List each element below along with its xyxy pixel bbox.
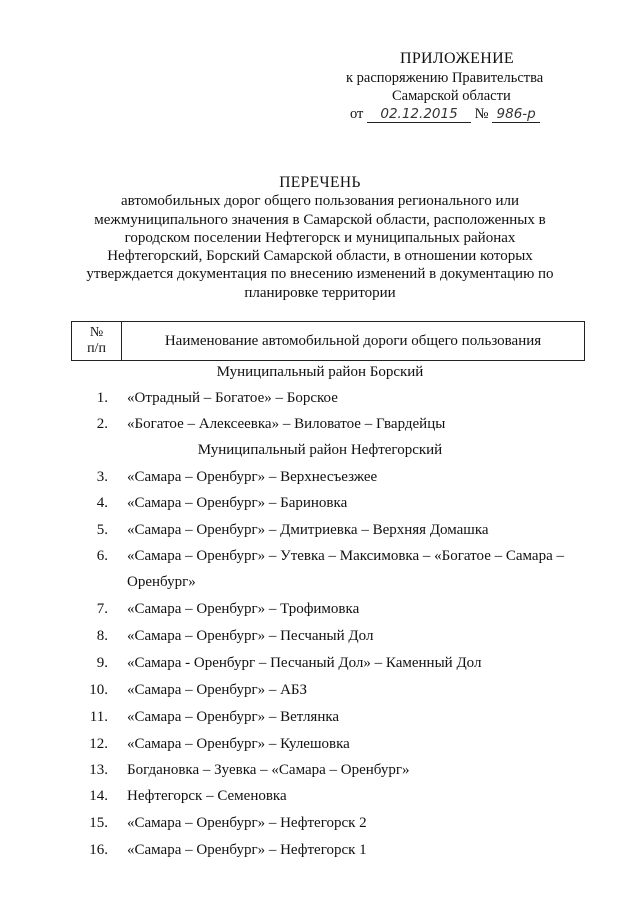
road-name: «Самара – Оренбург» – Верхнесъезжее	[127, 469, 378, 485]
road-name: «Самара – Оренбург» – Утевка – Максимовка – «Богатое – Самара – Оренбург»	[127, 548, 564, 590]
table-row	[0, 522, 640, 542]
row-number: 8.	[96, 628, 108, 644]
road-name: Богдановка – Зуевка – «Самара – Оренбург»	[127, 762, 410, 778]
column-header-number	[72, 322, 122, 360]
road-name: «Богатое – Алексеевка» – Виловатое – Гвардейцы	[127, 416, 446, 432]
district-heading: Муниципальный район Нефтегорский	[197, 442, 443, 458]
column-header-number-line1: №	[89, 325, 104, 340]
row-number: 16.	[89, 842, 108, 858]
table-row	[0, 655, 640, 675]
road-name: «Самара – Оренбург» – Песчаный Дол	[127, 628, 374, 644]
row-number: 9.	[96, 655, 108, 671]
row-number: 14.	[89, 788, 108, 804]
road-name: Нефтегорск – Семеновка	[127, 788, 287, 804]
row-number: 7.	[96, 601, 108, 617]
table-row	[0, 390, 640, 410]
road-name: «Самара – Оренбург» – Бариновка	[127, 495, 348, 511]
table-row	[0, 469, 640, 489]
date-prefix: от	[350, 106, 364, 122]
road-name: «Самара – Оренбург» – АБЗ	[127, 682, 308, 698]
row-number: 11.	[89, 709, 108, 725]
row-number: 4.	[96, 495, 108, 511]
title-line: планировке территории	[244, 284, 396, 301]
title-line: утверждается документация по внесению изменений в документацию по	[86, 266, 554, 283]
title-line: межмуниципального значения в Самарской области, расположенных в	[94, 211, 546, 228]
road-name: «Самара – Оренбург» – Ветлянка	[127, 709, 340, 725]
road-name: «Самара – Оренбург» – Дмитриевка – Верхняя Домашка	[127, 522, 489, 538]
table-header	[71, 321, 585, 361]
table-row	[0, 416, 640, 436]
table-row	[0, 842, 640, 862]
table-row	[0, 495, 640, 515]
row-number: 1.	[96, 390, 108, 406]
table-row	[0, 762, 640, 782]
district-heading: Муниципальный район Борский	[216, 364, 424, 380]
column-header-road-name: Наименование автомобильной дороги общего пользования	[164, 333, 542, 349]
appendix-title: ПРИЛОЖЕНИЕ	[400, 50, 515, 67]
row-number: 12.	[89, 736, 108, 752]
appendix-subtitle-line1: к распоряжению Правительства	[346, 70, 544, 86]
title-line: Нефтегорский, Борский Самарской области, в отношении которых	[107, 248, 533, 265]
road-name: «Самара – Оренбург» – Кулешовка	[127, 736, 350, 752]
table-row	[0, 548, 640, 600]
road-name: «Самара – Оренбург» – Нефтегорск 1	[127, 842, 367, 858]
row-number: 6.	[96, 548, 108, 564]
row-number: 13.	[89, 762, 108, 778]
row-number: 3.	[96, 469, 108, 485]
table-row	[0, 628, 640, 648]
road-name: «Отрадный – Богатое» – Борское	[127, 390, 338, 406]
handwritten-number: 986-р	[492, 106, 540, 123]
title-heading: ПЕРЕЧЕНЬ	[279, 174, 361, 191]
title-line: автомобильных дорог общего пользования регионального или	[121, 193, 519, 210]
table-row	[0, 736, 640, 756]
row-number: 2.	[96, 416, 108, 432]
appendix-date-row	[350, 106, 540, 123]
appendix-subtitle-line2: Самарской области	[392, 88, 511, 104]
title-line: городском поселении Нефтегорск и муниципальных районах	[124, 229, 516, 246]
document-title	[60, 174, 580, 302]
table-row	[0, 788, 640, 808]
road-name: «Самара – Оренбург» – Нефтегорск 2	[127, 815, 367, 831]
row-number: 5.	[96, 522, 108, 538]
table-row	[0, 709, 640, 729]
table-row	[0, 815, 640, 835]
table-row	[0, 601, 640, 621]
handwritten-date: 02.12.2015	[367, 106, 471, 123]
road-name: «Самара – Оренбург» – Трофимовка	[127, 601, 360, 617]
road-name: «Самара - Оренбург – Песчаный Дол» – Каменный Дол	[127, 655, 482, 671]
table-row	[0, 682, 640, 702]
row-number: 15.	[89, 815, 108, 831]
row-number: 10.	[89, 682, 108, 698]
number-prefix: №	[474, 106, 489, 122]
column-header-number-line2: п/п	[87, 341, 106, 356]
